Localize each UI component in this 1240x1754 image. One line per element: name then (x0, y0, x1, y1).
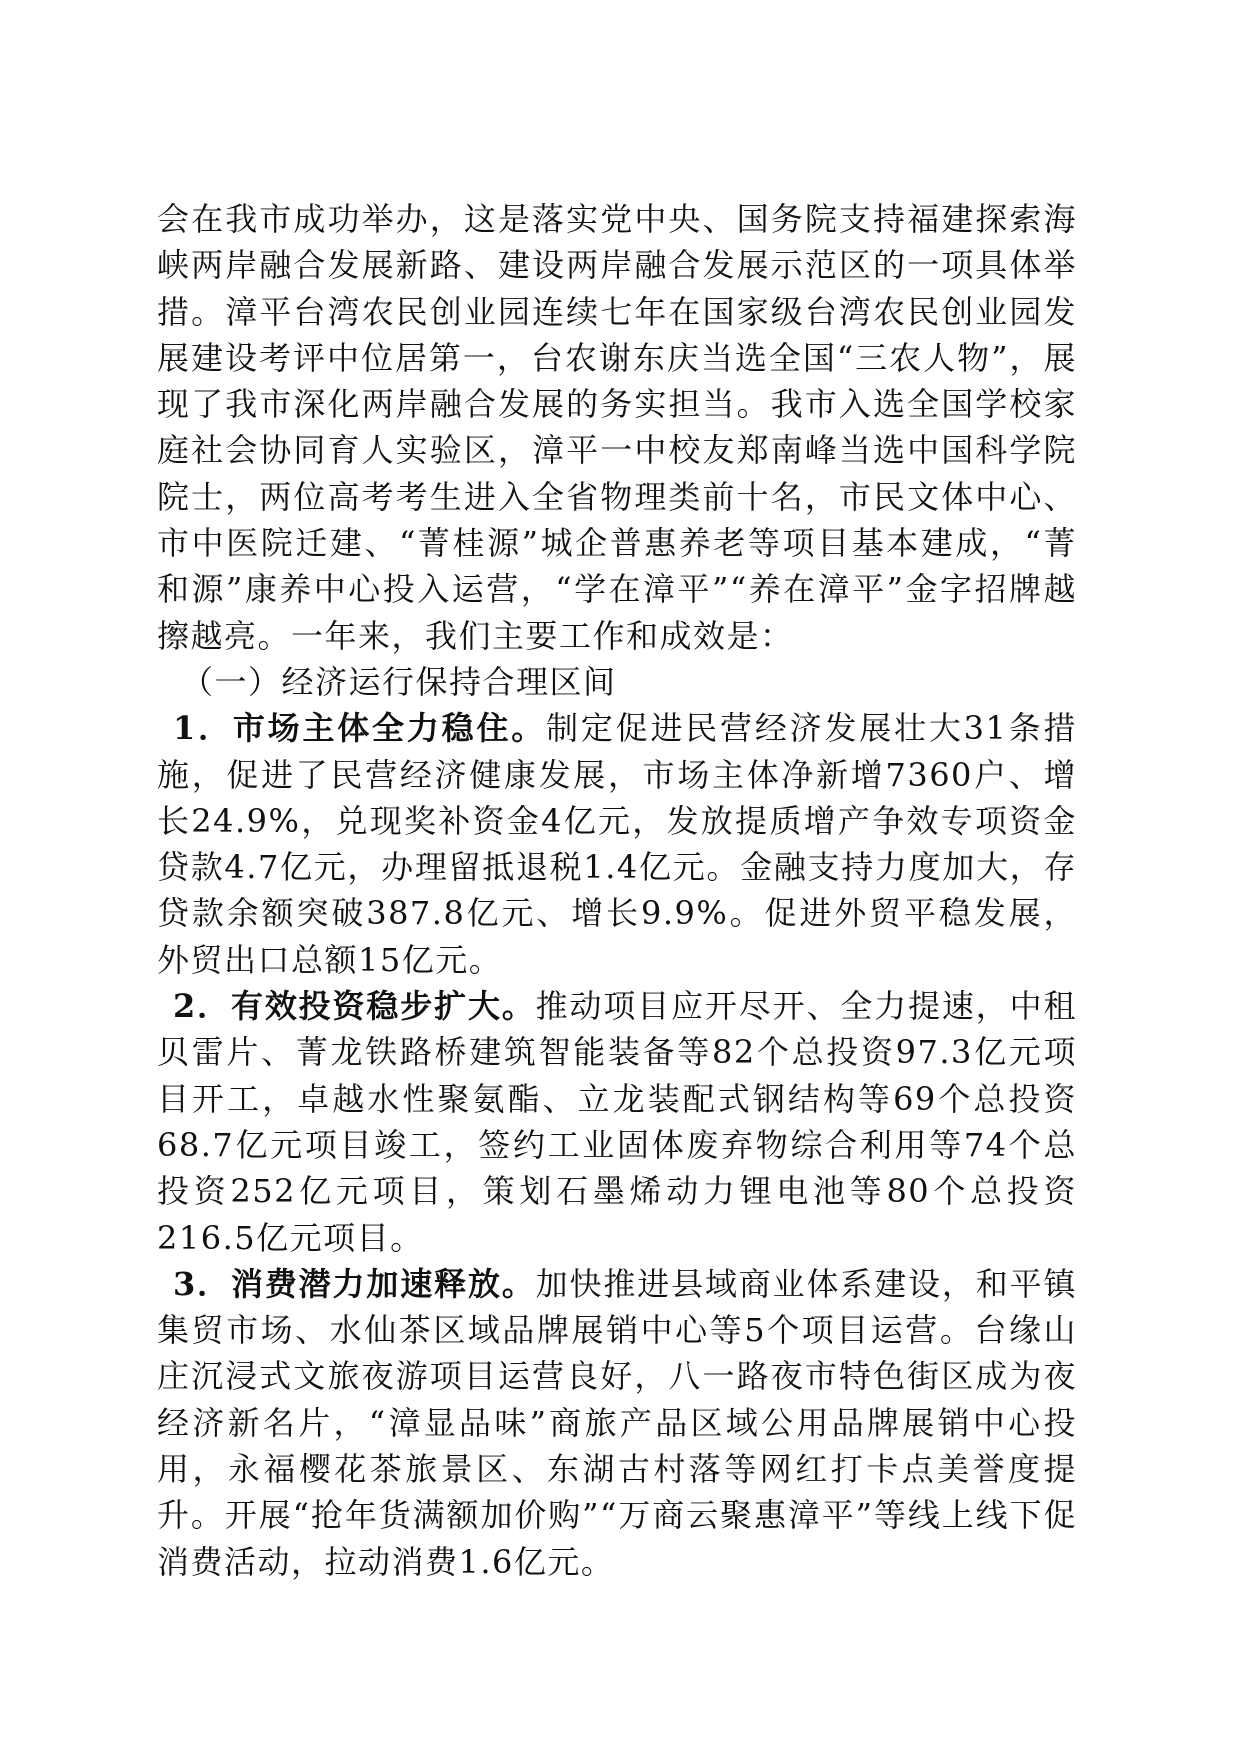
section-heading (157, 659, 1077, 705)
item-title-1: 1．市场主体全力稳住。 (173, 709, 547, 748)
intro-paragraph (157, 196, 1077, 659)
item-title-2: 2．有效投资稳步扩大。 (173, 987, 536, 1026)
document-body (157, 196, 1077, 1585)
item-paragraph-2 (157, 983, 1077, 1261)
item-text-2: 推动项目应开尽开、全力提速，中租贝雷片、菁龙铁路桥建筑智能装备等82个总投资97.3亿元项目开工，卓越水性聚氨酯、立龙装配式钢结构等69个总投资68.7亿元项目竣工，签约工业固体废弃物综合利用等74个总投资252亿元项目，策划石墨烯动力锂电池等80个总投资216.5亿元项目。 (157, 987, 1077, 1257)
item-paragraph-1 (157, 705, 1077, 983)
item-paragraph-3 (157, 1261, 1077, 1585)
item-text-3: 加快推进县域商业体系建设，和平镇集贸市场、水仙茶区域品牌展销中心等5个项目运营。台缘山庄沉浸式文旅夜游项目运营良好，八一路夜市特色街区成为夜经济新名片，“漳显品味”商旅产品区域公用品牌展销中心投用，永福樱花茶旅景区、东湖古村落等网红打卡点美誉度提升。开展“抢年货满额加价购”“万商云聚惠漳平”等线上线下促消费活动，拉动消费1.6亿元。 (157, 1264, 1077, 1581)
section-heading-text: （一）经济运行保持合理区间 (181, 662, 617, 701)
intro-paragraph-text: 会在我市成功举办，这是落实党中央、国务院支持福建探索海峡两岸融合发展新路、建设两岸融合发展示范区的一项具体举措。漳平台湾农民创业园连续七年在国家级台湾农民创业园发展建设考评中位居第一，台农谢东庆当选全国“三农人物”，展现了我市深化两岸融合发展的务实担当。我市入选全国学校家庭社会协同育人实验区，漳平一中校友郑南峰当选中国科学院院士，两位高考考生进入全省物理类前十名，市民文体中心、市中医院迁建、“菁桂源”城企普惠养老等项目基本建成，“菁和源”康养中心投入运营，“学在漳平”“养在漳平”金字招牌越擦越亮。一年来，我们主要工作和成效是： (157, 200, 1077, 655)
item-text-1: 制定促进民营经济发展壮大31条措施，促进了民营经济健康发展，市场主体净新增7360户、增长24.9%，兑现奖补资金4亿元，发放提质增产争效专项资金贷款4.7亿元，办理留抵退税1.4亿元。金融支持力度加大，存贷款余额突破387.8亿元、增长9.9%。促进外贸平稳发展，外贸出口总额15亿元。 (157, 709, 1077, 979)
item-title-3: 3．消费潜力加速释放。 (173, 1264, 536, 1303)
